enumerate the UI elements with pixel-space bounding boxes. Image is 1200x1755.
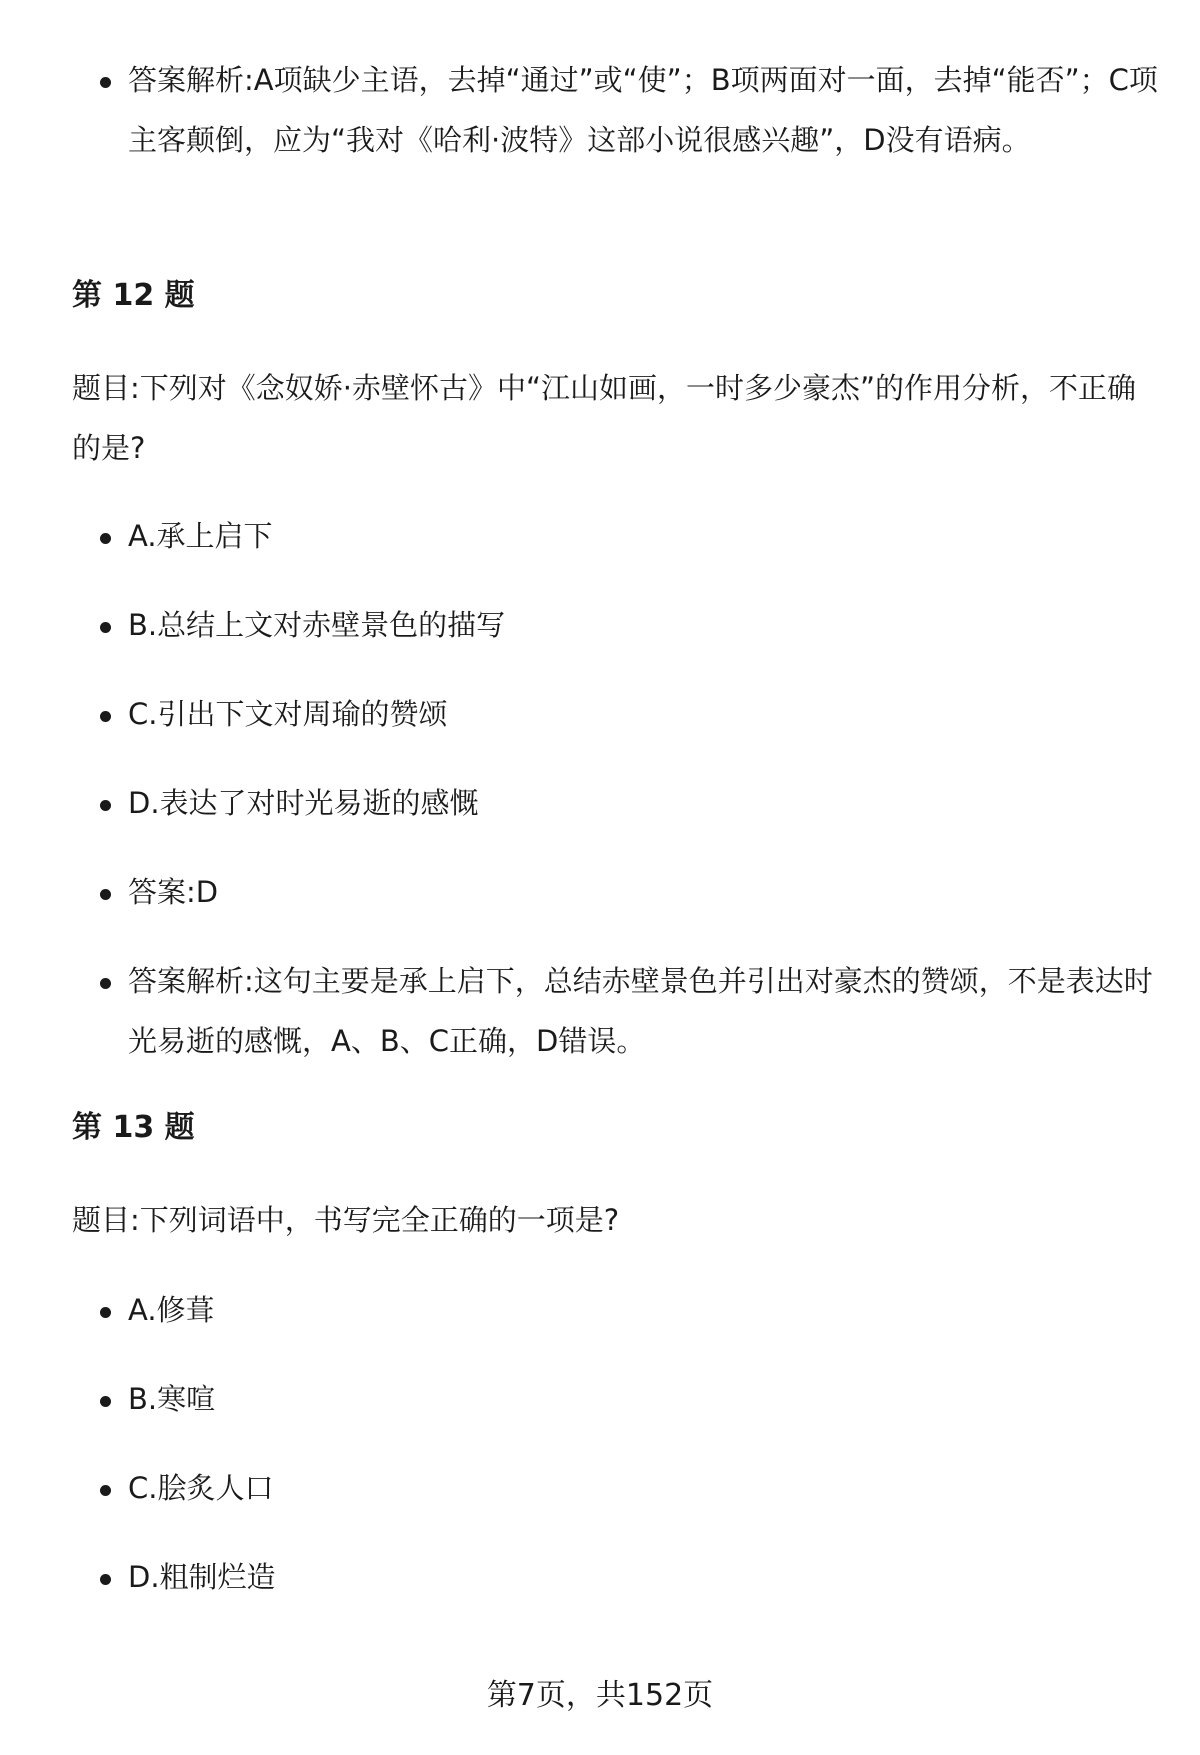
q12-question: 题目:下列对《念奴娇·赤壁怀古》中“江山如画，一时多少豪杰”的作用分析，不正确的是? (72, 371, 1137, 465)
q11-explanation: 答案解析:A项缺少主语，去掉“通过”或“使”；B项两面对一面，去掉“能否”；C项主客颠倒，应为“我对《哈利·波特》这部小说很感兴趣”，D没有语病。 (100, 50, 1178, 170)
q13-option-d: D.粗制烂造 (100, 1547, 1178, 1607)
q13-question: 题目:下列词语中，书写完全正确的一项是? (72, 1203, 620, 1237)
q12-heading: 第 12 题 (72, 278, 195, 313)
q13-option-a: A.修葺 (100, 1280, 1178, 1340)
q12-option-a: A.承上启下 (100, 506, 1178, 566)
q12-explanation: 答案解析:这句主要是承上启下，总结赤壁景色并引出对豪杰的赞颂，不是表达时光易逝的感慨，A、B、C正确，D错误。 (100, 951, 1178, 1071)
q13-heading: 第 13 题 (72, 1110, 195, 1145)
page-number-footer: 第7页，共152页 (486, 1678, 714, 1713)
q12-option-b: B.总结上文对赤壁景色的描写 (100, 595, 1178, 655)
q12-option-c: C.引出下文对周瑜的赞颂 (100, 684, 1178, 744)
q13-option-c: C.脍炙人口 (100, 1458, 1178, 1518)
q12-answer: 答案:D (100, 862, 1178, 922)
q13-option-b: B.寒喧 (100, 1369, 1178, 1429)
q12-option-d: D.表达了对时光易逝的感慨 (100, 773, 1178, 833)
